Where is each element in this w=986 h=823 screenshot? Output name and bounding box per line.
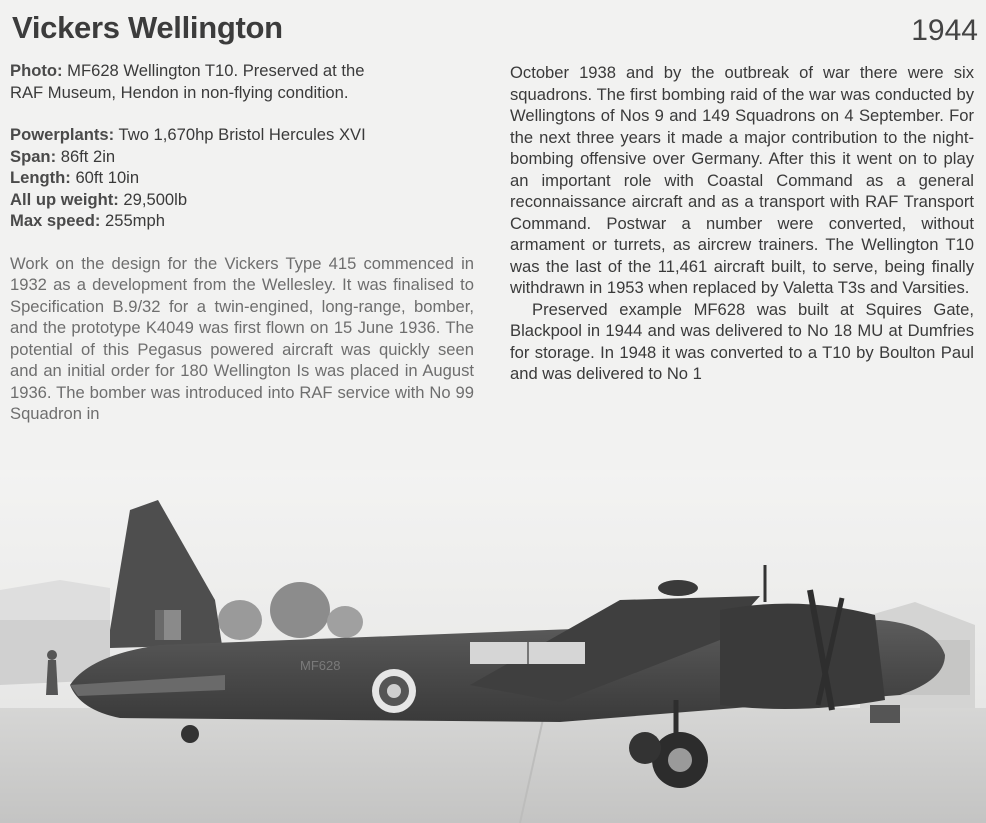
right-column xyxy=(510,62,974,385)
vehicle xyxy=(870,705,900,723)
spec-weight: All up weight: 29,500lb xyxy=(10,189,188,209)
photo-caption-line2: RAF Museum, Hendon in non-flying condition. xyxy=(10,82,349,102)
body-paragraph-right-1: October 1938 and by the outbreak of war there were six squadrons. The first bombing raid of the war was conducted by Wellingtons of Nos 9 and 149 Squadrons on 4 September. For the next three years it made a major contribution to the night-bombing offensive over Germany. After this it went on to play an important role with Coastal Command as a general reconnaissance aircraft and as a transport with RAF Transport Command. Postwar a number were converted, without armament or turrets, as aircrew trainers. The Wellington T10 was the last of the 11,461 aircraft built, to serve, being finally withdrawn in 1953 when replaced by Valetta T3s and Varsities. xyxy=(510,63,974,297)
photo-caption xyxy=(10,60,474,103)
body-paragraph-left: Work on the design for the Vickers Type 415 commenced in 1932 as a development from the Wellesley. It was finalised to Specification B.9/32 for a twin-engined, long-range, bomber, and the prototype K4049 was first flown on 15 June 1936. The potential of this Pegasus powered aircraft was quickly seen and an initial order for 180 Wellington Is was placed in August 1936. The bomber was introduced into RAF service with No 99 Squadron in xyxy=(10,253,474,423)
spec-list xyxy=(10,124,474,232)
tree xyxy=(218,600,262,640)
person xyxy=(46,660,58,695)
tree xyxy=(327,606,363,638)
aircraft-serial: MF628 xyxy=(300,658,341,673)
aircraft-photo xyxy=(0,470,986,823)
year-label: 1944 xyxy=(911,14,978,47)
tree xyxy=(270,582,330,638)
spec-powerplants: Powerplants: Two 1,670hp Bristol Hercules XVI xyxy=(10,125,366,144)
spec-length: Length: 60ft 10in xyxy=(10,168,140,187)
spec-span: Span: 86ft 2in xyxy=(10,146,116,166)
body-paragraph-right-2: Preserved example MF628 was built at Squires Gate, Blackpool in 1944 and was delivered to No 18 MU at Dumfries for storage. In 1948 it was converted to a T10 by Boulton Paul and was delivered to No 1 xyxy=(510,299,974,383)
photo-caption-line1: MF628 Wellington T10. Preserved at the xyxy=(62,61,365,80)
photo-label: Photo: xyxy=(10,61,63,80)
tarmac xyxy=(0,708,986,823)
tail-wheel xyxy=(181,725,199,743)
engine-nacelle xyxy=(720,604,885,709)
spec-max-speed: Max speed: 255mph xyxy=(10,211,165,230)
left-column xyxy=(10,60,474,425)
astrodome xyxy=(658,580,698,596)
page-title: Vickers Wellington xyxy=(12,10,283,45)
